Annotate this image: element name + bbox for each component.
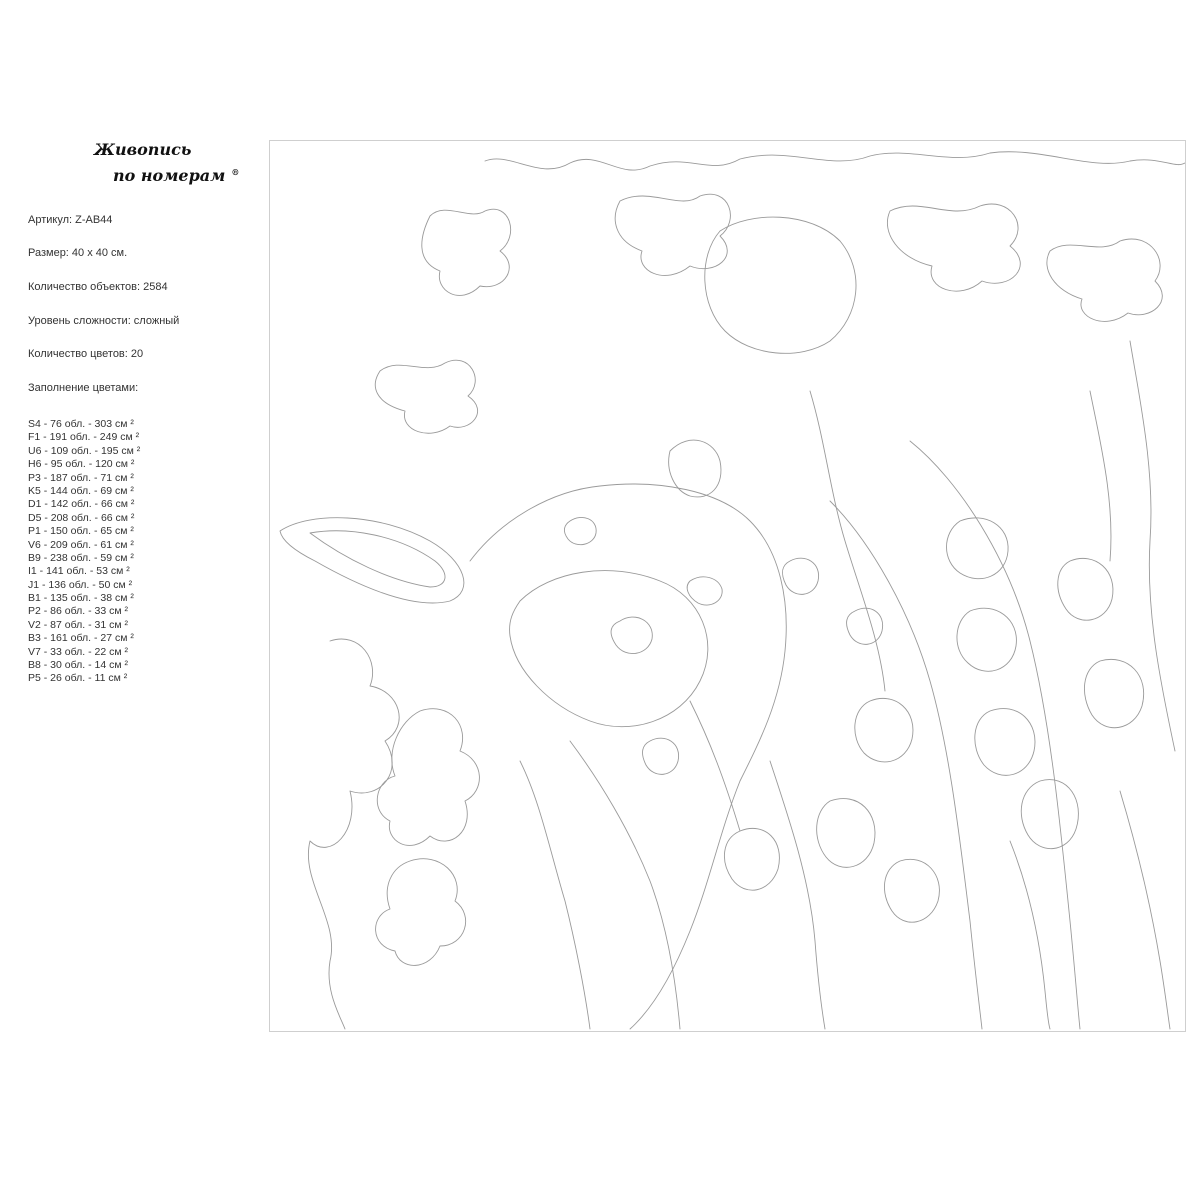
detail-loop — [611, 617, 652, 654]
color-fill-item: P1 - 150 обл. - 65 см ² — [28, 525, 134, 538]
color-fill-item: F1 - 191 обл. - 249 см ² — [28, 431, 140, 444]
color-fill-item: V6 - 209 обл. - 61 см ² — [28, 538, 134, 551]
color-fill-item: D5 - 208 обл. - 66 см ² — [28, 511, 135, 524]
line-art-giraffe — [270, 141, 1185, 1031]
difficulty-level: Уровень сложности: сложный — [28, 315, 180, 327]
detail-loop — [564, 517, 596, 544]
vegetation-line — [770, 761, 825, 1029]
giraffe-horn — [669, 440, 721, 497]
info-panel — [0, 130, 270, 830]
coloring-canvas — [269, 140, 1186, 1032]
color-fill-item: P2 - 86 обл. - 33 см ² — [28, 605, 129, 618]
foliage-mid — [615, 194, 730, 275]
patch — [1058, 558, 1113, 620]
vegetation-line — [810, 391, 885, 691]
giraffe-neck-2 — [910, 441, 1080, 1029]
brand-title-line-2 — [113, 166, 239, 185]
color-fill-item: B3 - 161 обл. - 27 см ² — [28, 632, 134, 645]
giraffe-snout — [510, 571, 708, 727]
bush-lower-left — [308, 639, 399, 1029]
patch — [855, 698, 913, 762]
vegetation-line — [1090, 391, 1111, 561]
color-fill-item: U6 - 109 обл. - 195 см ² — [28, 444, 141, 457]
vegetation-line — [690, 701, 740, 831]
color-fill-item: B1 - 135 обл. - 38 см ² — [28, 592, 134, 605]
patch — [947, 518, 1009, 579]
patch — [975, 709, 1035, 776]
sky-disc — [705, 217, 856, 353]
article-number: Артикул: Z-AB44 — [28, 214, 113, 226]
color-fill-item: J1 - 136 обл. - 50 см ² — [28, 578, 133, 591]
bush-outline — [377, 709, 479, 846]
bush-outline — [376, 859, 466, 966]
patch — [817, 799, 875, 868]
giraffe-eye — [687, 577, 722, 605]
giraffe-neck — [830, 501, 982, 1029]
vegetation-line — [520, 761, 590, 1029]
canvas-size: Размер: 40 х 40 см. — [28, 247, 128, 259]
treetop-outline — [485, 152, 1185, 170]
color-fill-heading: Заполнение цветами: — [28, 382, 139, 394]
detail-loop — [783, 558, 819, 594]
vegetation-line — [1120, 791, 1170, 1029]
color-fill-item: K5 - 144 обл. - 69 см ² — [28, 484, 134, 497]
color-fill-item: V7 - 33 обл. - 22 см ² — [28, 645, 129, 658]
brand-title-line-2-text: по номерам — [113, 166, 226, 185]
detail-loop — [847, 608, 883, 644]
color-fill-item: B9 - 238 обл. - 59 см ² — [28, 551, 134, 564]
patch — [957, 608, 1016, 671]
color-fill-item: V2 - 87 обл. - 31 см ² — [28, 618, 129, 631]
foliage-right-2 — [1047, 239, 1162, 321]
foliage-left-2 — [375, 360, 477, 433]
patch — [884, 859, 939, 922]
color-fill-item: I1 - 141 обл. - 53 см ² — [28, 565, 130, 578]
detail-loop — [643, 738, 679, 774]
patch — [1084, 659, 1143, 727]
giraffe-ear-inner — [310, 531, 445, 587]
brand-title-line-1: Живопись — [94, 140, 192, 159]
vegetation-line — [1130, 341, 1175, 751]
foliage-left — [422, 209, 511, 295]
patch — [1021, 780, 1078, 849]
color-fill-item: P3 - 187 обл. - 71 см ² — [28, 471, 134, 484]
registered-mark: ® — [231, 166, 240, 177]
giraffe-head — [470, 484, 786, 1029]
foliage-right — [887, 204, 1020, 291]
color-fill-item: S4 - 76 обл. - 303 см ² — [28, 418, 134, 430]
object-count: Количество объектов: 2584 — [28, 281, 168, 293]
color-fill-list — [28, 418, 140, 686]
giraffe-ear — [280, 518, 464, 603]
color-fill-item: P5 - 26 обл. - 11 см ² — [28, 672, 128, 685]
vegetation-line — [1010, 841, 1050, 1029]
color-fill-item: H6 - 95 обл. - 120 см ² — [28, 458, 135, 471]
color-fill-item: B8 - 30 обл. - 14 см ² — [28, 659, 129, 672]
patch — [724, 828, 779, 890]
color-fill-item: D1 - 142 обл. - 66 см ² — [28, 498, 135, 511]
color-count: Количество цветов: 20 — [28, 348, 144, 360]
